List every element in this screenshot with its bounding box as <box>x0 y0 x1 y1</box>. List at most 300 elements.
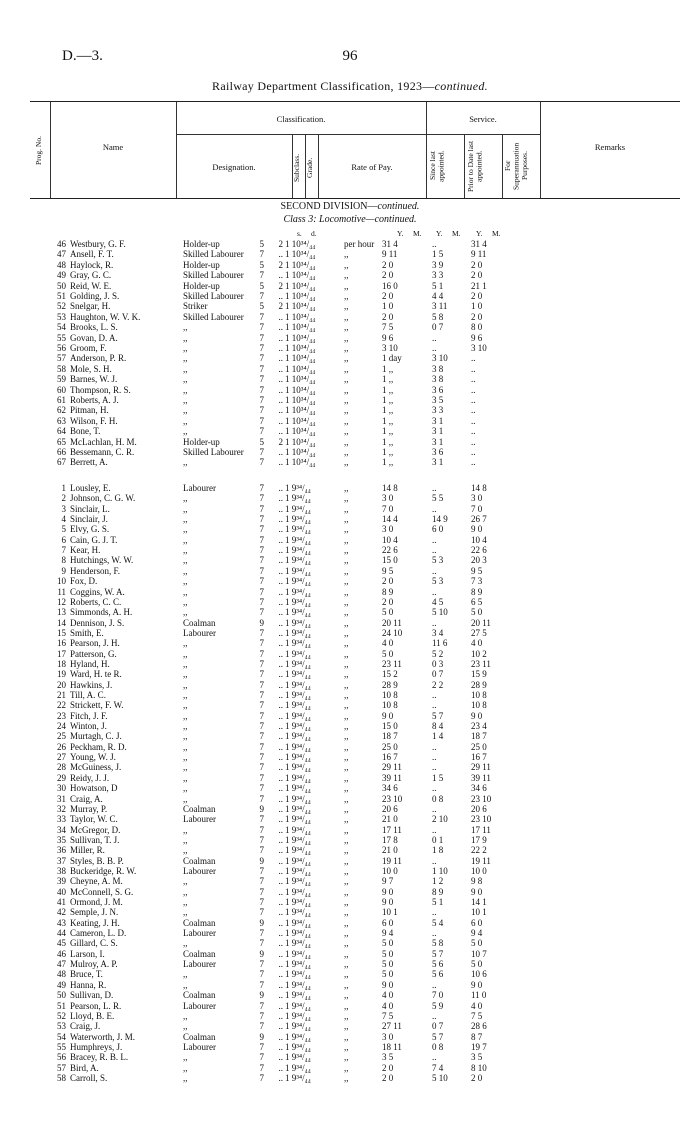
cell-rate: 1 10³⁴/₄₄ <box>285 415 316 426</box>
cell-prior-to: 3 8 <box>432 374 444 385</box>
cell-grade: .. <box>278 824 283 835</box>
cell-designation: Coalman <box>183 617 216 628</box>
cell-designation: Coalman <box>183 803 216 814</box>
table-row <box>0 918 700 929</box>
cell-name: Miller, R. <box>70 845 105 856</box>
cell-subclass: 7 <box>259 291 264 301</box>
cell-for-super: 14 1 <box>471 897 487 907</box>
cell-since-last: 1 ,, <box>382 384 394 395</box>
cell-subclass: 7 <box>259 845 264 856</box>
cell-prior-to: .. <box>432 803 437 814</box>
cell-for-super: .. <box>471 384 476 395</box>
cell-name: Johnson, C. G. W. <box>70 493 136 504</box>
cell-grade: .. <box>278 803 283 814</box>
cell-since-last: 3 5 <box>382 1052 394 1063</box>
cell-rate: 1 10³⁴/₄₄ <box>285 447 316 457</box>
cell-name: Semple, J. N. <box>70 907 119 918</box>
cell-rate: 1 10³⁴/₄₄ <box>285 259 316 270</box>
cell-grade: .. <box>278 415 283 426</box>
cell-since-last: 34 6 <box>382 783 398 794</box>
cell-rate: 1 9³⁴/₄₄ <box>285 648 311 659</box>
table-row <box>0 1021 700 1032</box>
cell-since-last: 5 0 <box>382 959 394 970</box>
cell-since-last: 5 0 <box>382 648 394 659</box>
cell-for-super: 34 6 <box>471 783 487 794</box>
cell-rate-unit: ,, <box>344 514 349 525</box>
cell-name: Bessemann, C. R. <box>70 447 135 457</box>
unit-s: s. <box>297 229 302 238</box>
cell-grade: .. <box>278 586 283 597</box>
cell-since-last: 2 0 <box>382 1072 394 1083</box>
cell-subclass: 7 <box>259 596 264 607</box>
cell-prior-to: 5 8 <box>432 938 444 949</box>
cell-prog-no: 26 <box>57 741 66 752</box>
cell-prior-to: 0 8 <box>432 793 444 804</box>
cell-subclass: 7 <box>259 638 264 649</box>
cell-prior-to: 8 9 <box>432 886 444 897</box>
cell-name: Lloyd, B. E. <box>70 1010 115 1021</box>
cell-rate: 1 9³⁴/₄₄ <box>285 1072 311 1083</box>
cell-rate: 1 10³⁴/₄₄ <box>285 426 316 437</box>
cell-designation: ,, <box>183 322 188 333</box>
cell-rate-unit: ,, <box>344 343 349 353</box>
cell-grade: .. <box>278 834 283 845</box>
cell-rate-unit: ,, <box>344 565 349 576</box>
cell-rate: 1 9³⁴/₄₄ <box>285 576 311 587</box>
cell-since-last: 23 11 <box>382 658 402 669</box>
cell-subclass: 7 <box>259 886 264 897</box>
cell-for-super: 20 6 <box>471 803 487 814</box>
cell-grade: 2 <box>278 280 283 291</box>
cell-subclass: 7 <box>259 332 264 343</box>
cell-prior-to: 11 6 <box>432 638 448 649</box>
cell-prior-to: 5 3 <box>432 555 444 566</box>
cell-prior-to: 1 10 <box>432 865 448 876</box>
cell-designation: ,, <box>183 658 188 669</box>
cell-subclass: 7 <box>259 395 264 405</box>
cell-prior-to: 5 8 <box>432 311 444 322</box>
cell-since-last: 2 0 <box>382 291 394 301</box>
cell-subclass: 7 <box>259 524 264 535</box>
table-row <box>0 587 700 598</box>
cell-designation: ,, <box>183 1052 188 1063</box>
cell-name: Cain, G. J. T. <box>70 534 118 545</box>
cell-rate: 1 9³⁴/₄₄ <box>285 741 311 752</box>
cell-grade: .. <box>278 669 283 680</box>
cell-prior-to: .. <box>432 762 437 773</box>
cell-rate: 1 9³⁴/₄₄ <box>285 690 311 700</box>
cell-for-super: 8 0 <box>471 322 483 333</box>
cell-for-super: 6 0 <box>471 917 483 928</box>
cell-grade: 2 <box>278 436 283 447</box>
cell-prior-to: .. <box>432 343 437 353</box>
table-row <box>0 312 700 323</box>
cell-subclass: 7 <box>259 876 264 887</box>
cell-subclass: 7 <box>259 586 264 597</box>
title-continued: continued. <box>434 79 488 93</box>
cell-grade: .. <box>278 762 283 773</box>
cell-grade: .. <box>278 814 283 825</box>
cell-rate: 1 10³⁴/₄₄ <box>285 436 316 447</box>
cell-rate-unit: ,, <box>344 876 349 887</box>
cell-grade: .. <box>278 322 283 333</box>
cell-rate-unit: ,, <box>344 700 349 711</box>
cell-prior-to: 3 3 <box>432 405 444 416</box>
cell-rate: 1 9³⁴/₄₄ <box>285 669 311 680</box>
cell-designation: Skilled Labourer <box>183 270 244 281</box>
cell-name: Groom, F. <box>70 343 107 353</box>
cell-designation: ,, <box>183 534 188 545</box>
cell-designation: ,, <box>183 555 188 566</box>
cell-grade: .. <box>278 959 283 970</box>
cell-grade: .. <box>278 384 283 395</box>
cell-name: Mole, S. H. <box>70 363 112 374</box>
cell-subclass: 7 <box>259 669 264 680</box>
cell-subclass: 7 <box>259 1041 264 1052</box>
cell-grade: .. <box>278 395 283 405</box>
cell-grade: 2 <box>278 301 283 312</box>
cell-designation: Labourer <box>183 483 216 493</box>
cell-prior-to: .. <box>432 700 437 711</box>
cell-subclass: 7 <box>259 772 264 783</box>
cell-rate: 1 10³⁴/₄₄ <box>285 374 316 385</box>
cell-prog-no: 52 <box>57 1010 66 1021</box>
cell-for-super: 22 6 <box>471 545 487 556</box>
cell-rate: 1 9³⁴/₄₄ <box>285 514 311 525</box>
cell-grade: .. <box>278 1010 283 1021</box>
cell-prog-no: 28 <box>57 762 66 773</box>
cell-grade: .. <box>278 731 283 742</box>
table-row <box>0 395 700 406</box>
table-row <box>0 618 700 629</box>
cell-name: Till, A. C. <box>70 690 106 700</box>
cell-since-last: 15 0 <box>382 721 398 732</box>
cell-prog-no: 58 <box>57 1072 66 1083</box>
cell-prog-no: 18 <box>57 658 66 669</box>
cell-prog-no: 9 <box>61 565 66 576</box>
table-row <box>0 731 700 742</box>
cell-subclass: 9 <box>259 617 264 628</box>
cell-designation: ,, <box>183 721 188 732</box>
table-row <box>0 535 700 546</box>
cell-name: Lousley, E. <box>70 483 111 493</box>
cell-prior-to: .. <box>432 783 437 794</box>
cell-prior-to: .. <box>432 545 437 556</box>
cell-for-super: 9 6 <box>471 332 483 343</box>
table-row <box>0 545 700 556</box>
cell-prior-to: 5 9 <box>432 1000 444 1011</box>
cell-since-last: 39 11 <box>382 772 402 783</box>
cell-designation: ,, <box>183 772 188 783</box>
cell-grade: .. <box>278 627 283 638</box>
table-row <box>0 597 700 608</box>
cell-since-last: 3 0 <box>382 493 394 504</box>
cell-prior-to: 4 5 <box>432 596 444 607</box>
cell-name: McGuiness, J. <box>70 762 122 773</box>
cell-prog-no: 54 <box>57 322 66 333</box>
page-title <box>0 79 700 94</box>
cell-designation: ,, <box>183 353 188 364</box>
cell-since-last: 17 11 <box>382 824 402 835</box>
cell-rate: 1 9³⁴/₄₄ <box>285 834 311 845</box>
cell-designation: ,, <box>183 395 188 405</box>
cell-rate: 1 9³⁴/₄₄ <box>285 845 311 856</box>
cell-subclass: 7 <box>259 353 264 364</box>
cell-designation: Labourer <box>183 814 216 825</box>
unit-m3: M. <box>492 229 501 238</box>
cell-subclass: 7 <box>259 534 264 545</box>
cell-rate-unit: ,, <box>344 690 349 700</box>
cell-designation: ,, <box>183 524 188 535</box>
table-row <box>0 907 700 918</box>
cell-grade: .. <box>278 503 283 514</box>
cell-rate-unit: ,, <box>344 280 349 291</box>
cell-designation: ,, <box>183 1010 188 1021</box>
cell-rate: 1 9³⁴/₄₄ <box>285 565 311 576</box>
cell-subclass: 7 <box>259 249 264 260</box>
cell-for-super: 2 0 <box>471 270 483 281</box>
cell-grade: .. <box>278 690 283 700</box>
cell-designation: ,, <box>183 876 188 887</box>
table-row <box>0 669 700 680</box>
cell-designation: Coalman <box>183 917 216 928</box>
table-row <box>0 1042 700 1053</box>
cell-rate-unit: ,, <box>344 741 349 752</box>
cell-for-super: 5 0 <box>471 938 483 949</box>
cell-prog-no: 16 <box>57 638 66 649</box>
cell-rate: 1 9³⁴/₄₄ <box>285 596 311 607</box>
cell-grade: .. <box>278 938 283 949</box>
cell-subclass: 9 <box>259 803 264 814</box>
cell-for-super: 5 0 <box>471 959 483 970</box>
unit-y3: Y. <box>476 229 483 238</box>
table-row <box>0 1052 700 1063</box>
cell-rate-unit: ,, <box>344 793 349 804</box>
unit-m1: M. <box>413 229 422 238</box>
cell-rate-unit: ,, <box>344 969 349 980</box>
cell-rate: 1 9³⁴/₄₄ <box>285 979 311 990</box>
cell-designation: ,, <box>183 384 188 395</box>
cell-subclass: 7 <box>259 503 264 514</box>
cell-subclass: 9 <box>259 855 264 866</box>
cell-rate: 1 9³⁴/₄₄ <box>285 1052 311 1063</box>
cell-prior-to: 3 5 <box>432 395 444 405</box>
cell-rate: 1 10³⁴/₄₄ <box>285 280 316 291</box>
cell-prior-to: 1 4 <box>432 731 444 742</box>
cell-rate-unit: ,, <box>344 752 349 763</box>
table-row <box>0 659 700 670</box>
cell-grade: .. <box>278 524 283 535</box>
cell-rate-unit: ,, <box>344 436 349 447</box>
cell-grade: .. <box>278 343 283 353</box>
cell-subclass: 7 <box>259 483 264 493</box>
cell-subclass: 7 <box>259 514 264 525</box>
cell-subclass: 7 <box>259 565 264 576</box>
cell-rate-unit: ,, <box>344 783 349 794</box>
cell-designation: Labourer <box>183 865 216 876</box>
cell-grade: .. <box>278 928 283 939</box>
cell-grade: .. <box>278 700 283 711</box>
cell-rate-unit: ,, <box>344 576 349 587</box>
cell-for-super: .. <box>471 457 476 468</box>
cell-rate-unit: ,, <box>344 897 349 907</box>
cell-for-super: 9 8 <box>471 876 483 887</box>
cell-since-last: 29 11 <box>382 762 402 773</box>
cell-name: Fox, D. <box>70 576 98 587</box>
cell-subclass: 7 <box>259 322 264 333</box>
cell-for-super: 17 11 <box>471 824 491 835</box>
cell-rate-unit: ,, <box>344 731 349 742</box>
cell-rate-unit: ,, <box>344 824 349 835</box>
cell-since-last: 9 0 <box>382 710 394 721</box>
cell-grade: .. <box>278 897 283 907</box>
cell-prog-no: 13 <box>57 607 66 618</box>
cell-for-super: 20 11 <box>471 617 491 628</box>
cell-grade: .. <box>278 405 283 416</box>
cell-prog-no: 15 <box>57 627 66 638</box>
cell-subclass: 7 <box>259 814 264 825</box>
cell-prior-to: 7 0 <box>432 990 444 1001</box>
cell-designation: ,, <box>183 1072 188 1083</box>
cell-name: Waterworth, J. M. <box>70 1031 136 1042</box>
cell-rate-unit: ,, <box>344 291 349 301</box>
cell-rate: 1 9³⁴/₄₄ <box>285 907 311 918</box>
cell-since-last: 2 0 <box>382 270 394 281</box>
cell-rate-unit: ,, <box>344 1062 349 1073</box>
cell-name: McConnell, S. G. <box>70 886 134 897</box>
cell-prior-to: 2 10 <box>432 814 448 825</box>
cell-subclass: 7 <box>259 907 264 918</box>
cell-for-super: 8 10 <box>471 1062 487 1073</box>
cell-since-last: 23 10 <box>382 793 403 804</box>
cell-rate-unit: ,, <box>344 803 349 814</box>
header-prior-to: Prior to Date last appointed. <box>466 140 484 192</box>
section-title-main: SECOND DIVISION— <box>280 201 378 212</box>
cell-prog-no: 51 <box>57 291 66 301</box>
cell-prog-no: 48 <box>57 969 66 980</box>
cell-since-last: 22 6 <box>382 545 398 556</box>
cell-name: Henderson, F. <box>70 565 121 576</box>
cell-grade: .. <box>278 1062 283 1073</box>
cell-prior-to: .. <box>432 928 437 939</box>
cell-grade: .. <box>278 1021 283 1032</box>
cell-grade: .. <box>278 917 283 928</box>
cell-designation: ,, <box>183 514 188 525</box>
cell-designation: ,, <box>183 405 188 416</box>
cell-rate-unit: ,, <box>344 928 349 939</box>
cell-designation: Coalman <box>183 1031 216 1042</box>
cell-grade: .. <box>278 845 283 856</box>
cell-rate-unit: ,, <box>344 979 349 990</box>
cell-name: Coggins, W. A. <box>70 586 125 597</box>
cell-rate-unit: ,, <box>344 948 349 959</box>
header-rate: Rate of Pay. <box>351 162 393 172</box>
cell-for-super: .. <box>471 353 476 364</box>
cell-for-super: 9 0 <box>471 886 483 897</box>
cell-rate-unit: ,, <box>344 679 349 690</box>
cell-rate-unit: ,, <box>344 917 349 928</box>
cell-subclass: 7 <box>259 741 264 752</box>
cell-since-last: 5 0 <box>382 938 394 949</box>
cell-grade: .. <box>278 493 283 504</box>
cell-prior-to: 3 1 <box>432 415 444 426</box>
cell-designation: ,, <box>183 545 188 556</box>
table-row <box>0 416 700 427</box>
cell-rate: 1 10³⁴/₄₄ <box>285 249 316 260</box>
cell-rate-unit: ,, <box>344 301 349 312</box>
table-row <box>0 1032 700 1043</box>
cell-prog-no: 27 <box>57 752 66 763</box>
cell-prog-no: 55 <box>57 332 66 343</box>
cell-rate: 1 9³⁴/₄₄ <box>285 658 311 669</box>
table-row <box>0 959 700 970</box>
cell-since-last: 5 0 <box>382 969 394 980</box>
cell-for-super: 10 1 <box>471 907 487 918</box>
cell-name: Murray, P. <box>70 803 108 814</box>
cell-prior-to: 1 5 <box>432 249 444 260</box>
cell-prior-to: .. <box>432 824 437 835</box>
cell-designation: ,, <box>183 648 188 659</box>
cell-grade: .. <box>278 648 283 659</box>
table-row <box>0 504 700 515</box>
cell-prog-no: 31 <box>57 793 66 804</box>
table-row <box>0 385 700 396</box>
cell-subclass: 7 <box>259 979 264 990</box>
cell-name: Pearson, J. H. <box>70 638 120 649</box>
cell-grade: .. <box>278 679 283 690</box>
cell-subclass: 7 <box>259 710 264 721</box>
unit-y1: Y. <box>397 229 404 238</box>
cell-subclass: 7 <box>259 343 264 353</box>
cell-subclass: 5 <box>259 239 264 249</box>
cell-designation: ,, <box>183 731 188 742</box>
cell-prior-to: 1 5 <box>432 772 444 783</box>
cell-rate: 1 9³⁴/₄₄ <box>285 721 311 732</box>
cell-grade: .. <box>278 353 283 364</box>
cell-designation: ,, <box>183 586 188 597</box>
cell-rate-unit: ,, <box>344 617 349 628</box>
cell-prog-no: 65 <box>57 436 66 447</box>
cell-grade: .. <box>278 576 283 587</box>
cell-for-super: 3 5 <box>471 1052 483 1063</box>
header-since-last: Since last appointed. <box>428 150 446 182</box>
cell-rate-unit: ,, <box>344 447 349 457</box>
cell-designation: Striker <box>183 301 208 312</box>
cell-name: Bracey, R. B. L. <box>70 1052 129 1063</box>
cell-designation: ,, <box>183 565 188 576</box>
cell-grade: .. <box>278 249 283 260</box>
table-row <box>0 322 700 333</box>
table-row <box>0 555 700 566</box>
cell-for-super: 19 11 <box>471 855 491 866</box>
cell-since-last: 14 8 <box>382 483 398 493</box>
cell-prior-to: .. <box>432 1052 437 1063</box>
cell-for-super: 10 4 <box>471 534 487 545</box>
cell-designation: Holder-up <box>183 259 220 270</box>
cell-prog-no: 50 <box>57 990 66 1001</box>
cell-name: Keating, J. H. <box>70 917 120 928</box>
cell-rate-unit: ,, <box>344 545 349 556</box>
cell-name: McGregor, D. <box>70 824 121 835</box>
cell-grade: .. <box>278 617 283 628</box>
table-row <box>0 876 700 887</box>
cell-grade: .. <box>278 596 283 607</box>
cell-name: Styles, B. B. P. <box>70 855 124 866</box>
cell-subclass: 7 <box>259 969 264 980</box>
cell-rate: 1 9³⁴/₄₄ <box>285 886 311 897</box>
cell-prior-to: 5 6 <box>432 969 444 980</box>
cell-prog-no: 47 <box>57 249 66 260</box>
